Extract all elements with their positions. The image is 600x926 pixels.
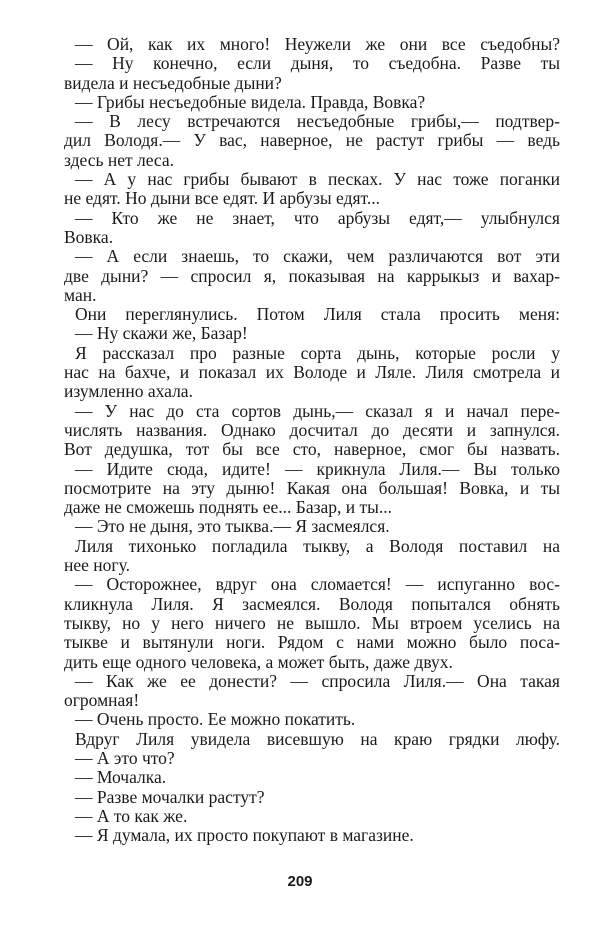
text-line: изумленно ахала.	[64, 381, 193, 402]
page-number: 209	[287, 873, 313, 890]
text-line: огромная!	[64, 690, 140, 711]
text-line: — Ну скажи же, Базар!	[75, 323, 248, 344]
text-line: Вдруг Лиля увидела висевшую на краю грядки люфу.	[75, 728, 560, 749]
text-line: — Разве мочалки растут?	[75, 786, 265, 807]
text-line: видела и несъедобные дыни?	[64, 72, 282, 93]
text-line: — А если знаешь, то скажи, чем различаются вот эти	[75, 246, 560, 267]
text-line: дить еще одного человека, а может быть, даже двух.	[64, 651, 453, 672]
text-line: Вовка.	[64, 226, 114, 247]
text-line: тыкву, но у него ничего не вышло. Мы втроем уселись на	[64, 612, 560, 633]
text-line: не едят. Но дыни все едят. И арбузы едят...	[64, 188, 380, 209]
text-line: нее ногу.	[64, 555, 130, 576]
text-line: — Грибы несъедобные видела. Правда, Вовка?	[75, 91, 426, 112]
text-line: — А это что?	[75, 747, 175, 768]
text-line: даже не сможешь поднять ее... Базар, и ты...	[64, 497, 393, 518]
text-line: — Как же ее донести? — спросила Лиля.— Она такая	[75, 670, 560, 691]
text-line: — Очень просто. Ее можно покатить.	[75, 709, 356, 730]
text-line: — А у нас грибы бывают в песках. У нас тоже поганки	[75, 169, 560, 190]
text-line: — В лесу встречаются несъедобные грибы,— подтвер-	[75, 111, 560, 132]
text-line: — Мочалка.	[75, 767, 167, 788]
text-line: кликнула Лиля. Я засмеялся. Володя попытался обнять	[64, 593, 560, 614]
text-line: — Это не дыня, это тыква.— Я засмеялся.	[75, 516, 390, 537]
text-line: две дыни? — спросил я, показывая на каррыкыз и вахар-	[64, 265, 560, 286]
text-line: — Осторожнее, вдруг она сломается! — испуганно вос-	[75, 574, 560, 595]
text-line: нас на бахче, и показал их Володе и Ляле. Лиля смотрела и	[64, 362, 560, 383]
text-line: — Ой, как их много! Неужели же они все съедобны?	[75, 34, 560, 54]
text-line: числять названия. Однако досчитал до десяти и запнулся.	[64, 419, 560, 440]
text-line: Они переглянулись. Потом Лиля стала просить меня:	[75, 304, 560, 325]
text-line: здесь нет леса.	[64, 149, 175, 170]
text-line: Лиля тихонько погладила тыкву, а Володя поставил на	[75, 535, 560, 556]
text-line: — У нас до ста сортов дынь,— сказал я и начал пере-	[75, 400, 560, 421]
text-line: дил Володя.— У вас, наверное, не растут грибы — ведь	[64, 130, 560, 151]
text-line: — Идите сюда, идите! — крикнула Лиля.— Вы только	[75, 458, 560, 479]
text-line: тыкве и вытянули ноги. Рядом с нами можно было поса-	[64, 632, 560, 653]
text-line: ман.	[64, 284, 97, 305]
text-line: Вот дедушка, тот бы все сто, наверное, смог бы назвать.	[64, 439, 560, 460]
page-text	[64, 35, 560, 845]
text-line: — Я думала, их просто покупают в магазине.	[75, 825, 414, 846]
text-line: Я рассказал про разные сорта дынь, которые росли у	[75, 342, 560, 363]
text-line: посмотрите на эту дыню! Какая она большая! Вовка, и ты	[64, 477, 560, 498]
text-line: — Ну конечно, если дыня, то съедобна. Разве ты	[75, 53, 560, 74]
text-line: — Кто же не знает, что арбузы едят,— улыбнулся	[75, 207, 560, 228]
text-line: — А то как же.	[75, 805, 188, 826]
